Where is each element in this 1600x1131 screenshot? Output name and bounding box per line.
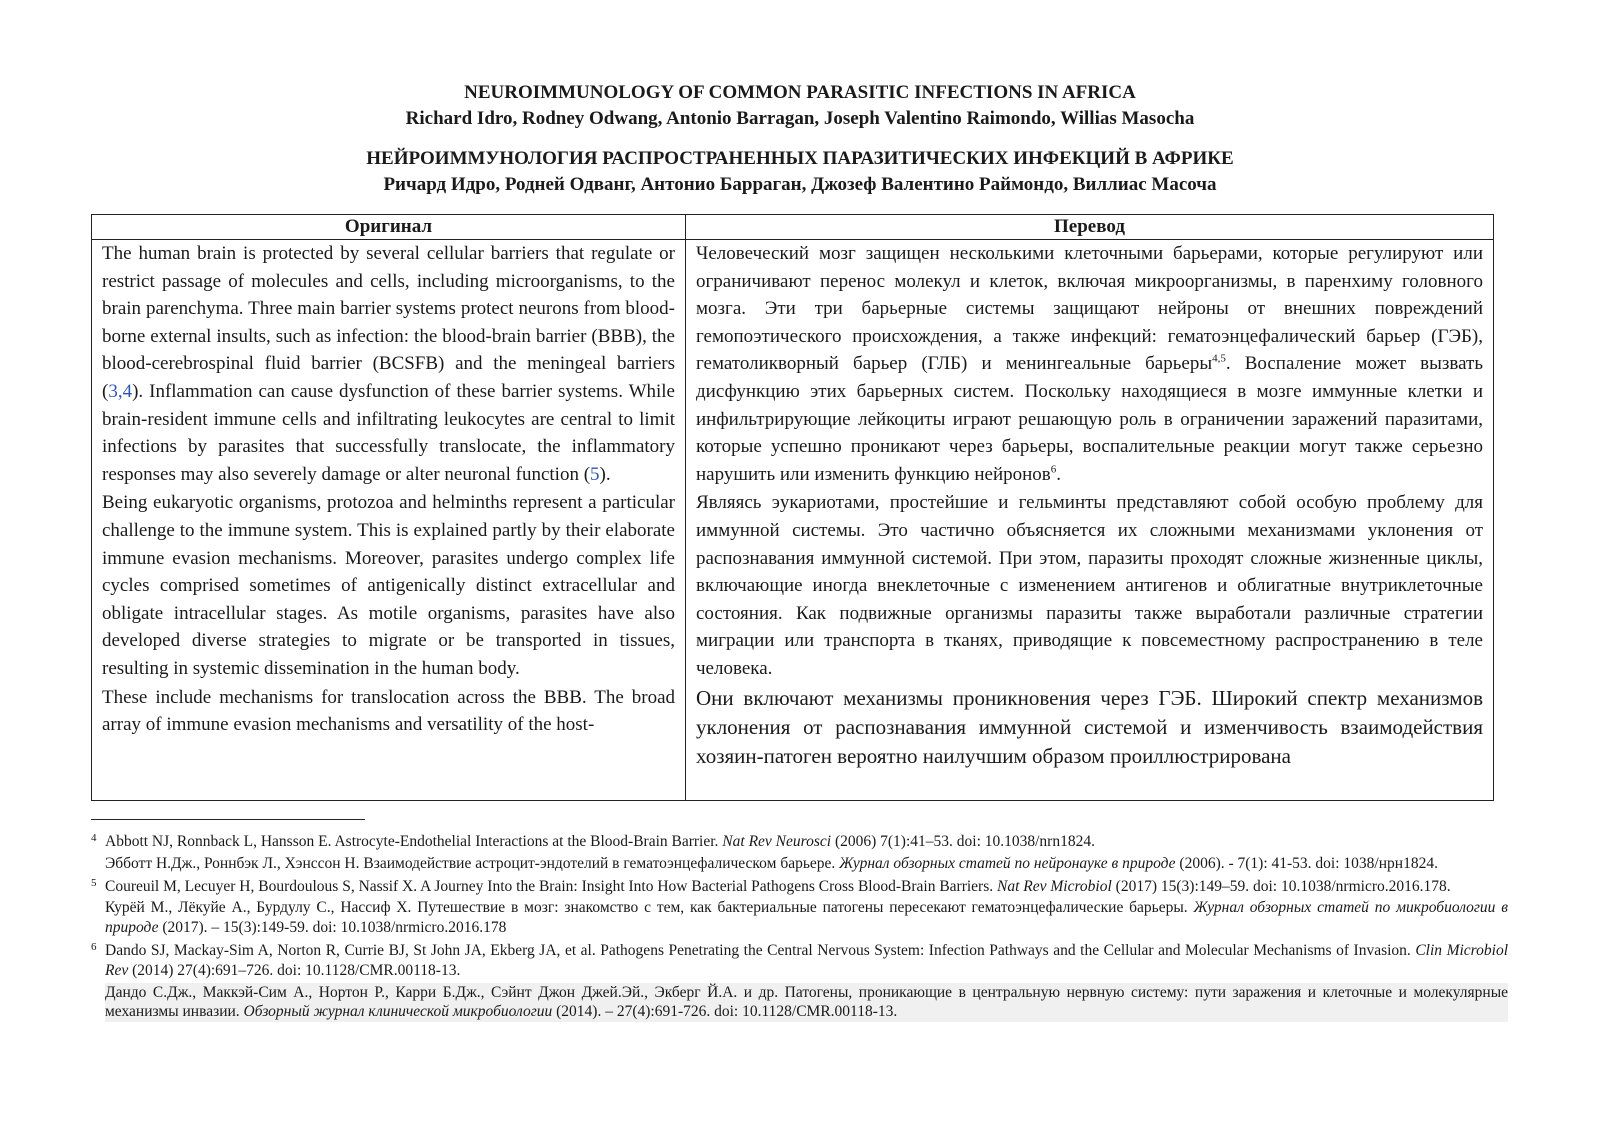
footnote-russian: Дандо С.Дж., Маккэй-Сим А., Нортон Р., Карри Б.Дж., Сэйнт Джон Джей.Эй., Экберг Й.А. и др. Патогены, проникающие в центральную нервную систему: пути заражения и клеточные и молекулярные механизмы инвазии. Обзорный журнал клинической микробиологии (2014). – 27(4):691-726. doi: 10.1128/CMR.00118-13. (105, 983, 1508, 1021)
translation-paragraph-1: Человеческий мозг защищен несколькими клеточными барьерами, которые регулируют или ограничивают перенос молекул и клеток, включая микроорганизмы, в паренхиму головного мозга. Эти три барьерные системы защищают нейроны от внешних повреждений гемопоэтического происхождения, а также инфекций: гематоэнцефалический барьер (ГЭБ), гематоликворный барьер (ГЛБ) и менингеальные барьеры$^{4,5}$. Воспаление может вызвать дисфункцию этих барьерных систем. Поскольку находящиеся в мозге иммунные клетки и инфильтрирующие лейкоциты играют решающую роль в ограничении заражений паразитами, которые успешно проникают через барьеры, воспалительные реакции могут также серьезно нарушить или изменить функцию нейронов$^6$. (696, 243, 1483, 485)
original-paragraph-1: The human brain is protected by several cellular barriers that regulate or restrict passage of molecules and cells, including microorganisms, to the brain parenchyma. Three main barrier systems protect neurons from blood-borne external insults, such as infection: the blood-brain barrier (BBB), the blood-cerebrospinal fluid barrier (BCSFB) and the meningeal barriers (3,4). Inflammation can cause dysfunction of these barrier systems. While brain-resident immune cells and infiltrating leukocytes are central to limit infections by parasites that successfully translocate, the inflammatory responses may also severely damage or alter neuronal function (5). (102, 243, 675, 485)
original-paragraph-2: Being eukaryotic organisms, protozoa and helminths represent a particular challenge to the immune system. This is explained partly by their elaborate immune evasion mechanisms. Moreover, parasites undergo complex life cycles comprised sometimes of antigenically distinct extracellular and obligate intracellular stages. As motile organisms, parasites have also developed diverse strategies to migrate or be transported in tissues, resulting in systemic dissemination in the human body. (102, 492, 675, 679)
document-header (0, 80, 1600, 198)
authors-russian: Ричард Идро, Родней Одванг, Антонио Барраган, Джозеф Валентино Раймондо, Виллиас Масоча (383, 174, 1217, 195)
footnote-number: 6 (91, 940, 97, 953)
footnote (91, 877, 1508, 938)
footnote-number: 4 (91, 832, 97, 844)
original-paragraph-3: These include mechanisms for translocation across the BBB. The broad array of immune evasion mechanisms and versatility of the host- (102, 686, 675, 736)
footnotes (91, 832, 1508, 1022)
footnote-english: Abbott NJ, Ronnback L, Hansson E. Astrocyte-Endothelial Interactions at the Blood-Brain Barrier. Nat Rev Neurosci (2006) 7(1):41–53. doi: 10.1038/nrn1824. (105, 833, 1095, 850)
citation-link[interactable]: 4 (122, 380, 133, 402)
footnote-marker: 6 (1050, 463, 1057, 476)
column-header-original: Оригинал (92, 215, 686, 240)
footnote (91, 941, 1508, 1022)
bilingual-table (91, 214, 1494, 801)
citation-link[interactable]: 3 (108, 380, 118, 402)
footnote-number: 5 (91, 876, 97, 889)
translation-paragraph-3: Они включают механизмы проникновения через ГЭБ. Широкий спектр механизмов уклонения от распознавания иммунной системой и изменчивость взаимодействия хозяин-патоген вероятно наилучшим образом проиллюстрирована (696, 685, 1483, 768)
authors-english: Richard Idro, Rodney Odwang, Antonio Barragan, Joseph Valentino Raimondo, Willias Masocha (405, 108, 1195, 129)
original-text-cell (92, 240, 686, 801)
title-russian: НЕЙРОИММУНОЛОГИЯ РАСПРОСТРАНЕННЫХ ПАРАЗИТИЧЕСКИХ ИНФЕКЦИЙ В АФРИКЕ (366, 148, 1234, 169)
citation-link[interactable]: 5 (590, 463, 600, 485)
column-header-translation: Перевод (686, 215, 1494, 240)
footnote-english: Coureuil M, Lecuyer H, Bourdoulous S, Nassif X. A Journey Into the Brain: Insight Into How Bacterial Pathogens Cross Blood-Brain Barriers. Nat Rev Microbiol (2017) 15(3):149–59. doi: 10.1038/nrmicro.2016.178. (105, 877, 1451, 895)
footnote-marker: 4,5 (1212, 353, 1226, 366)
footnote (91, 832, 1508, 874)
footnote-english: Dando SJ, Mackay-Sim A, Norton R, Currie BJ, St John JA, Ekberg JA, et al. Pathogens Penetrating the Central Nervous System: Infection Pathways and the Cellular and Molecular Mechanisms of Invasion. Clin Microbiol Rev (2014) 27(4):691–726. doi: 10.1128/CMR.00118-13. (105, 941, 1508, 979)
title-english: NEUROIMMUNOLOGY OF COMMON PARASITIC INFECTIONS IN AFRICA (464, 82, 1136, 103)
footnote-separator (91, 819, 365, 820)
translation-text-cell (686, 240, 1494, 801)
footnote-russian: Курёй М., Лёкуйе А., Бурдулу С., Нассиф Х. Путешествие в мозг: знакомство с тем, как бактериальные патогены пересекают гематоэнцефалические барьеры. Журнал обзорных статей по микробиологии в природе (2017). – 15(3):149-59. doi: 10.1038/nrmicro.2016.178 (105, 899, 1508, 937)
translation-paragraph-2: Являясь эукариотами, простейшие и гельминты представляют собой особую проблему для иммунной системы. Это частично объясняется их сложными механизмами уклонения от распознавания иммунной системой. При этом, паразиты проходят сложные жизненные циклы, включающие иногда внеклеточные с изменением антигенов и облигатные внутриклеточные состояния. Как подвижные организмы паразиты также выработали различные стратегии миграции или транспорта в тканях, приводящие к повсеместному распространению в теле человека. (696, 492, 1483, 679)
footnote-russian: Эбботт Н.Дж., Роннбэк Л., Хэнссон Н. Взаимодействие астроцит-эндотелий в гематоэнцефалическом барьере. Журнал обзорных статей по нейронауке в природе (2006). - 7(1): 41-53. doi: 1038/нрн1824. (105, 854, 1438, 872)
